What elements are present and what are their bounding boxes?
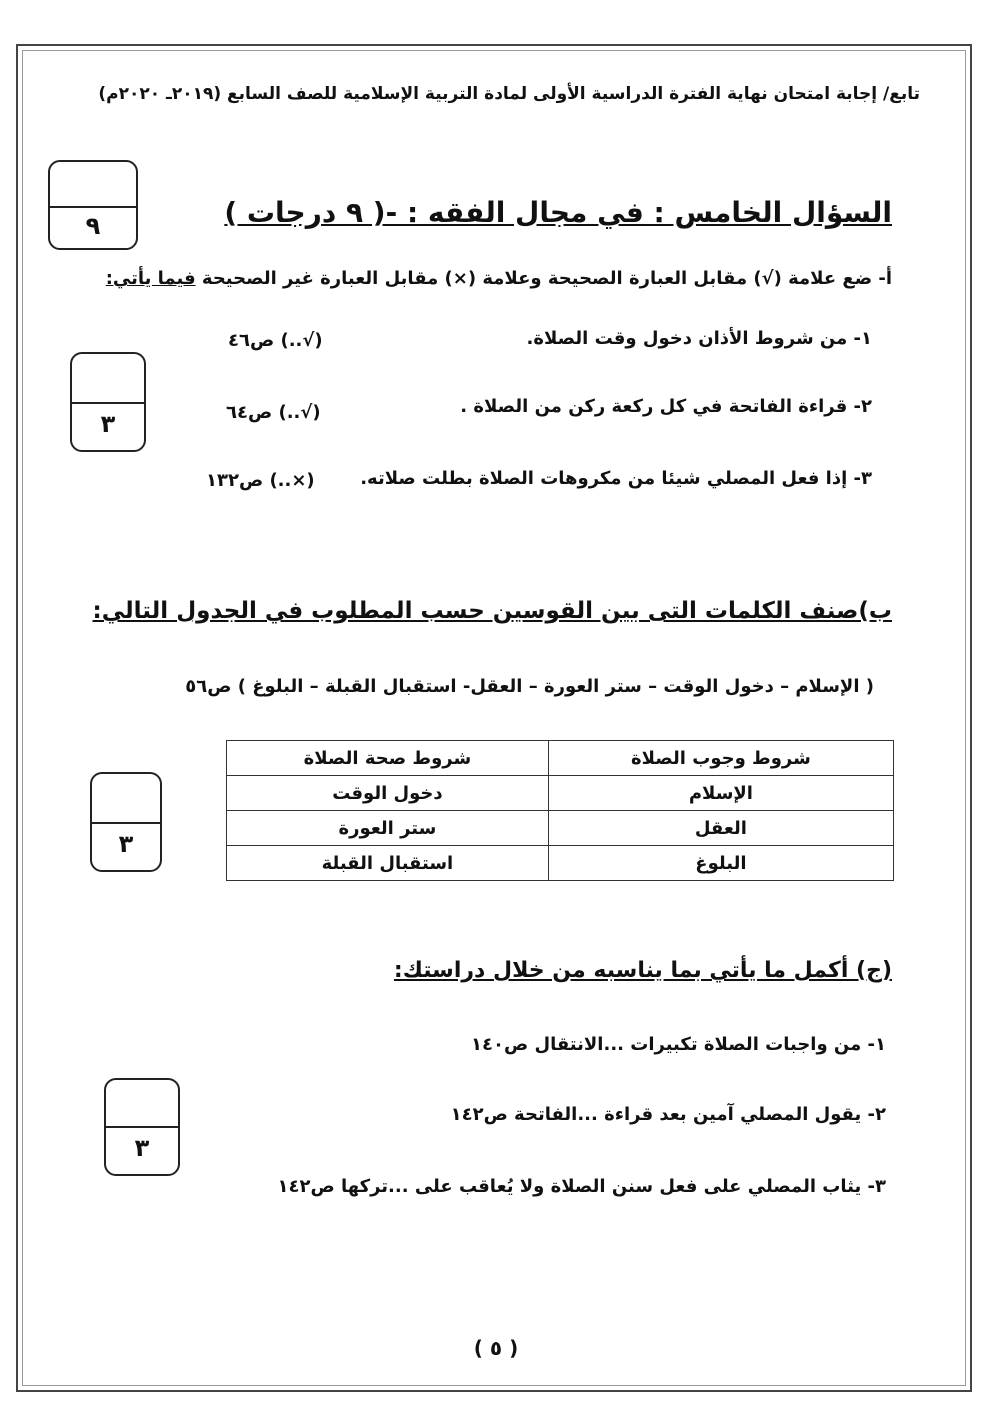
table-cell: العقل (548, 811, 893, 846)
total-score: ٩ (85, 212, 101, 240)
part-c-score: ٣ (134, 1134, 150, 1162)
part-a-answer-2: (√..) ص٦٤ (226, 402, 321, 423)
part-c-score-box (104, 1078, 180, 1176)
part-c-title: (ج) أكمل ما يأتي بما يناسبه من خلال دراستك: (393, 958, 892, 983)
part-a-score: ٣ (100, 410, 116, 438)
table-header-cell: شروط صحة الصلاة (227, 741, 549, 776)
part-a-answer-1: (√..) ص٤٦ (228, 330, 323, 351)
part-a-instruction-tail: فيما يأتي: (105, 268, 196, 289)
table-row (227, 846, 894, 881)
part-a-instruction (106, 268, 892, 289)
part-c-item-3: ٣- يثاب المصلي على فعل سنن الصلاة ولا يُعاقب على ...تركها ص١٤٢ (277, 1176, 886, 1197)
total-score-box (48, 160, 138, 250)
part-b-words: ( الإسلام – دخول الوقت – ستر العورة – العقل- استقبال القبلة – البلوغ ) ص٥٦ (185, 676, 874, 697)
table-header-cell: شروط وجوب الصلاة (548, 741, 893, 776)
table-row (227, 776, 894, 811)
part-a-item-2: ٢- قراءة الفاتحة في كل ركعة ركن من الصلاة . (460, 396, 872, 417)
part-a-item-1: ١- من شروط الأذان دخول وقت الصلاة. (526, 328, 872, 349)
part-b-title: ب)صنف الكلمات التى بين القوسين حسب المطلوب في الجدول التالي: (92, 598, 892, 624)
question-title: السؤال الخامس : في مجال الفقه : -( ٩ درجات ) (224, 196, 892, 229)
part-c-item-2: ٢- يقول المصلي آمين بعد قراءة ...الفاتحة ص١٤٢ (450, 1104, 886, 1125)
table-cell: ستر العورة (227, 811, 549, 846)
table-cell: البلوغ (548, 846, 893, 881)
table-cell: استقبال القبلة (227, 846, 549, 881)
table-row (227, 811, 894, 846)
table-cell: الإسلام (548, 776, 893, 811)
part-a-score-box (70, 352, 146, 452)
page-header: تابع/ إجابة امتحان نهاية الفترة الدراسية الأولى لمادة التربية الإسلامية للصف السابع (٢٠١٩ـ ٢٠٢٠م) (98, 84, 920, 104)
classification-table (226, 740, 894, 881)
part-b-score: ٣ (118, 830, 134, 858)
part-c-item-1: ١- من واجبات الصلاة تكبيرات ...الانتقال ص١٤٠ (471, 1034, 886, 1055)
table-cell: دخول الوقت (227, 776, 549, 811)
page-number: ( ٥ ) (473, 1336, 519, 1360)
part-a-answer-3: (×..) ص١٣٢ (206, 470, 315, 491)
part-b-score-box (90, 772, 162, 872)
part-a-item-3: ٣- إذا فعل المصلي شيئا من مكروهات الصلاة بطلت صلاته. (360, 468, 872, 489)
part-a-instruction-main: أ- ضع علامة (√) مقابل العبارة الصحيحة وعلامة (×) مقابل العبارة غير الصحيحة (201, 268, 892, 289)
table-header-row (227, 741, 894, 776)
